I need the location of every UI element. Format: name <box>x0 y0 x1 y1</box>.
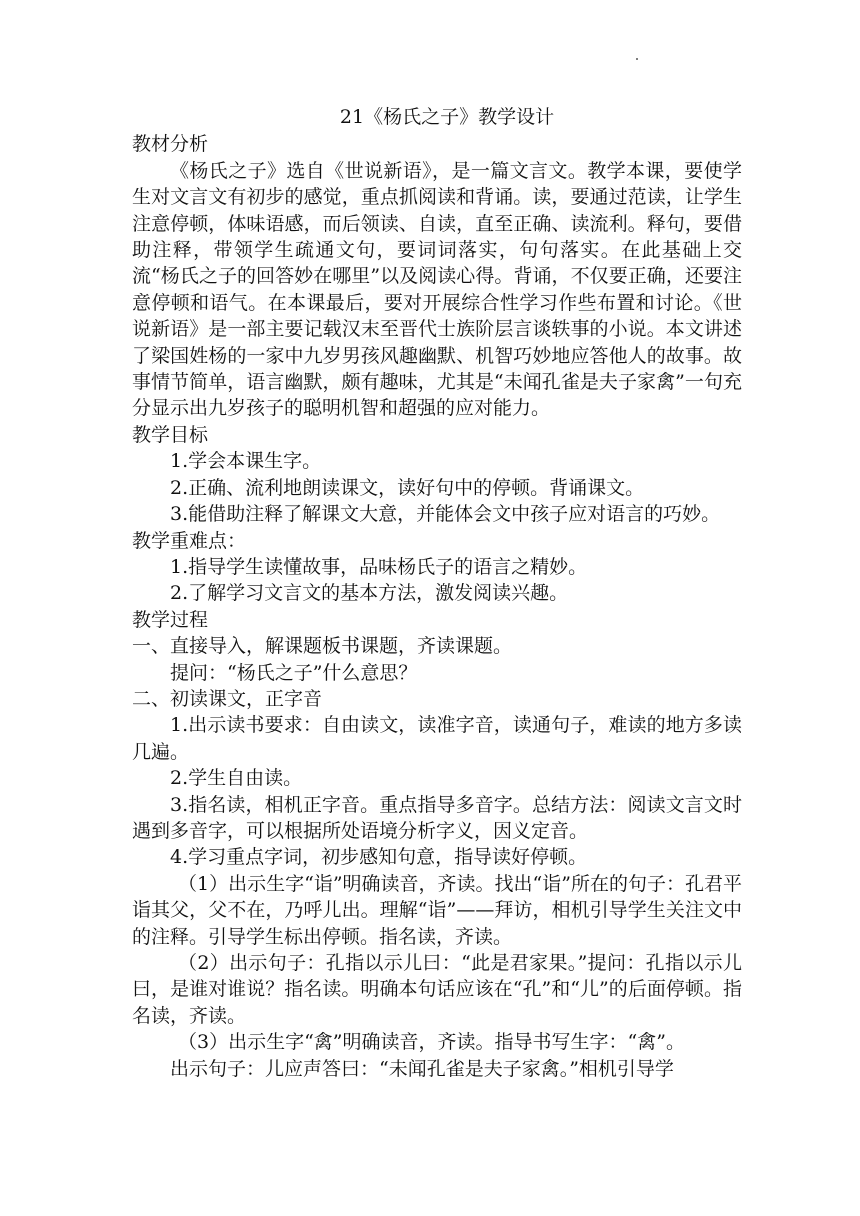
body-paragraph: 出示句子：儿应声答曰：“未闻孔雀是夫子家禽。”相机引导学 <box>170 1057 674 1080</box>
page-mark <box>636 58 638 60</box>
body-paragraph: 3.指名读，相机正字音。重点指导多音字。总结方法：阅读文言文时遇到多音字，可以根据所处语境分析字义，因义定音。 <box>132 793 742 842</box>
section-heading: 教学目标 <box>132 423 209 446</box>
section-heading: 教学重难点： <box>132 529 247 552</box>
body-paragraph: 1.指导学生读懂故事，品味杨氏子的语言之精妙。 <box>170 555 588 578</box>
document-body <box>132 104 742 1082</box>
section-heading: 一、直接导入，解课题板书课题，齐读课题。 <box>132 635 513 658</box>
section-heading: 教材分析 <box>132 133 209 156</box>
body-paragraph: 2.学生自由读。 <box>170 767 303 790</box>
body-paragraph: （2）出示句子：孔指以示儿曰：“此是君家果。”提问：孔指以示儿曰，是谁对谁说？指名读。明确本句话应该在“孔”和“儿”的后面停顿。指名读，齐读。 <box>132 952 742 1027</box>
section-heading: 教学过程 <box>132 608 209 631</box>
body-paragraph: （1）出示生字“诣”明确读音，齐读。找出“诣”所在的句子：孔君平诣其父，父不在，乃呼儿出。理解“诣”——拜访，相机引导学生关注文中的注释。引导学生标出停顿。指名读，齐读。 <box>132 872 742 948</box>
section-heading: 二、初读课文，正字音 <box>132 687 323 710</box>
body-paragraph: 提问：“杨氏之子”什么意思？ <box>170 661 418 684</box>
paragraph-list <box>132 131 742 1082</box>
body-paragraph: 1.学会本课生字。 <box>170 450 322 473</box>
body-paragraph: 3.能借助注释了解课文大意，并能体会文中孩子应对语言的巧妙。 <box>170 503 721 526</box>
body-paragraph: 4.学习重点字词，初步感知句意，指导读好停顿。 <box>170 846 588 869</box>
body-paragraph: 2.正确、流利地朗读课文，读好句中的停顿。背诵课文。 <box>170 476 645 499</box>
body-paragraph: （3）出示生字“禽”明确读音，齐读。指导书写生字：“禽”。 <box>178 1031 685 1054</box>
document-title: 21《杨氏之子》教学设计 <box>339 106 555 128</box>
body-paragraph: 2.了解学习文言文的基本方法，激发阅读兴趣。 <box>170 582 569 605</box>
body-paragraph: 《杨氏之子》选自《世说新语》，是一篇文言文。教学本课，要使学生对文言文有初步的感觉，重点抓阅读和背诵。读，要通过范读，让学生注意停顿，体味语感，而后领读、自读，直至正确、读流利。释句，要借助注释，带领学生疏通文句，要词词落实，句句落实。在此基础上交流“杨氏之子的回答妙在哪里”以及阅读心得。背诵，不仅要正确，还要注意停顿和语气。在本课最后，要对开展综合性学习作些布置和讨论。《世说新语》是一部主要记载汉末至晋代士族阶层言谈轶事的小说。本文讲述了梁国姓杨的一家中九岁男孩风趣幽默、机智巧妙地应答他人的故事。故事情节简单，语言幽默，颇有趣味，尤其是“未闻孔雀是夫子家禽”一句充分显示出九岁孩子的聪明机智和超强的应对能力。 <box>132 159 742 420</box>
body-paragraph: 1.出示读书要求：自由读文，读准字音，读通句子，难读的地方多读几遍。 <box>132 714 742 763</box>
